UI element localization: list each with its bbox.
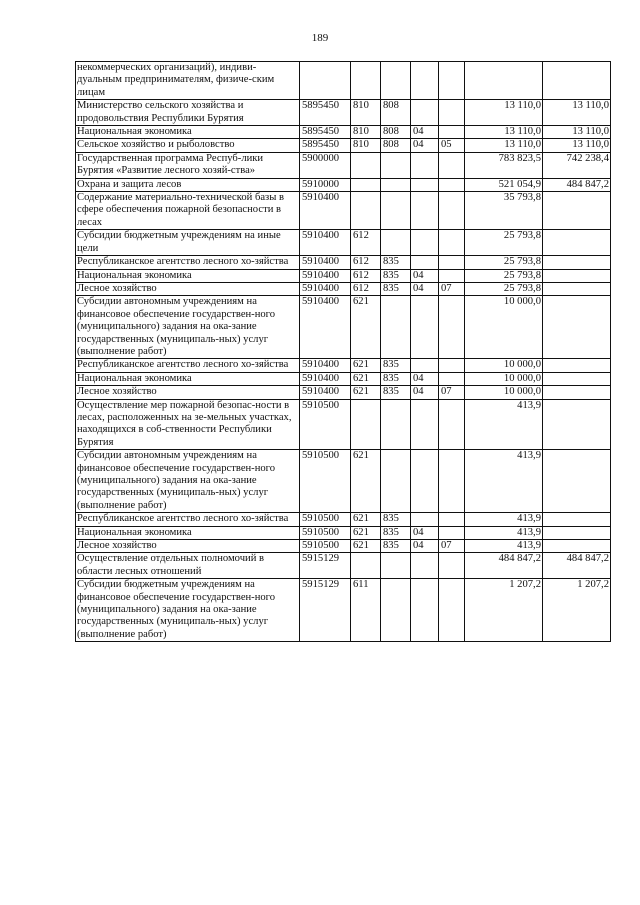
administrator-code-cell: 835 [381, 540, 411, 553]
table-row [76, 139, 611, 152]
subsection-cell [439, 579, 465, 642]
row-name-cell: Сельское хозяйство и рыболовство [76, 139, 300, 152]
administrator-code-cell: 835 [381, 359, 411, 372]
row-name-cell: Субсидии автономным учреждениям на финансовое обеспечение государствен-ного (муниципального) задания на ока-зание государственных (муниципаль-ных) услуг (выполнение работ) [76, 450, 300, 513]
administrator-code-cell: 808 [381, 139, 411, 152]
subsection-cell [439, 256, 465, 269]
expense-type-cell: 810 [351, 126, 381, 139]
table-row [76, 386, 611, 399]
amount-year1-cell: 413,9 [465, 513, 543, 526]
section-cell [411, 192, 439, 230]
row-name-cell: Государственная программа Респуб-лики Бурятия «Развитие лесного хозяй-ства» [76, 152, 300, 178]
subsection-cell [439, 230, 465, 256]
subsection-cell [439, 513, 465, 526]
expense-type-cell: 612 [351, 230, 381, 256]
amount-year1-cell: 25 793,8 [465, 269, 543, 282]
subsection-cell: 05 [439, 139, 465, 152]
expense-type-cell: 611 [351, 579, 381, 642]
administrator-code-cell: 835 [381, 526, 411, 539]
target-article-cell: 5910500 [300, 513, 351, 526]
row-name-cell: Республиканское агентство лесного хо-зяйства [76, 256, 300, 269]
budget-table-body [76, 62, 611, 642]
administrator-code-cell [381, 296, 411, 359]
amount-year1-cell: 25 793,8 [465, 230, 543, 256]
expense-type-cell [351, 399, 381, 450]
amount-year2-cell [543, 192, 611, 230]
amount-year2-cell: 13 110,0 [543, 139, 611, 152]
subsection-cell [439, 269, 465, 282]
table-row [76, 62, 611, 100]
amount-year2-cell [543, 450, 611, 513]
target-article-cell: 5915129 [300, 553, 351, 579]
amount-year2-cell [543, 372, 611, 385]
section-cell: 04 [411, 126, 439, 139]
row-name-cell: Содержание материально-технической базы в сфере обеспечения пожарной безопасности в лесах [76, 192, 300, 230]
row-name-cell: Республиканское агентство лесного хо-зяйства [76, 359, 300, 372]
expense-type-cell: 612 [351, 269, 381, 282]
subsection-cell [439, 359, 465, 372]
amount-year2-cell [543, 230, 611, 256]
table-row [76, 579, 611, 642]
target-article-cell: 5910500 [300, 526, 351, 539]
expense-type-cell: 621 [351, 526, 381, 539]
section-cell [411, 256, 439, 269]
target-article-cell: 5910400 [300, 386, 351, 399]
table-row [76, 126, 611, 139]
section-cell [411, 359, 439, 372]
amount-year2-cell [543, 62, 611, 100]
amount-year1-cell: 13 110,0 [465, 139, 543, 152]
target-article-cell: 5910000 [300, 178, 351, 191]
section-cell: 04 [411, 139, 439, 152]
amount-year2-cell: 1 207,2 [543, 579, 611, 642]
subsection-cell [439, 192, 465, 230]
amount-year2-cell: 13 110,0 [543, 126, 611, 139]
expense-type-cell: 621 [351, 359, 381, 372]
subsection-cell: 07 [439, 386, 465, 399]
amount-year2-cell: 484 847,2 [543, 178, 611, 191]
expense-type-cell: 621 [351, 450, 381, 513]
amount-year2-cell [543, 282, 611, 295]
administrator-code-cell: 808 [381, 126, 411, 139]
table-row [76, 192, 611, 230]
table-row [76, 450, 611, 513]
amount-year1-cell: 25 793,8 [465, 256, 543, 269]
table-row [76, 178, 611, 191]
subsection-cell [439, 399, 465, 450]
amount-year1-cell: 484 847,2 [465, 553, 543, 579]
row-name-cell: Осуществление отдельных полномочий в области лесных отношений [76, 553, 300, 579]
table-row [76, 372, 611, 385]
amount-year1-cell [465, 62, 543, 100]
amount-year2-cell: 484 847,2 [543, 553, 611, 579]
section-cell [411, 450, 439, 513]
row-name-cell: некоммерческих организаций), индиви-дуальным предпринимателям, физиче-ским лицам [76, 62, 300, 100]
administrator-code-cell [381, 450, 411, 513]
administrator-code-cell [381, 62, 411, 100]
subsection-cell [439, 450, 465, 513]
amount-year1-cell: 413,9 [465, 399, 543, 450]
row-name-cell: Лесное хозяйство [76, 282, 300, 295]
expense-type-cell: 621 [351, 513, 381, 526]
row-name-cell: Лесное хозяйство [76, 386, 300, 399]
expense-type-cell: 621 [351, 296, 381, 359]
table-row [76, 399, 611, 450]
target-article-cell: 5910400 [300, 192, 351, 230]
table-row [76, 513, 611, 526]
table-row [76, 269, 611, 282]
administrator-code-cell [381, 178, 411, 191]
administrator-code-cell: 835 [381, 256, 411, 269]
administrator-code-cell: 808 [381, 100, 411, 126]
table-row [76, 296, 611, 359]
expense-type-cell [351, 553, 381, 579]
row-name-cell: Охрана и защита лесов [76, 178, 300, 191]
amount-year1-cell: 413,9 [465, 526, 543, 539]
amount-year2-cell [543, 296, 611, 359]
target-article-cell: 5900000 [300, 152, 351, 178]
amount-year2-cell: 742 238,4 [543, 152, 611, 178]
row-name-cell: Лесное хозяйство [76, 540, 300, 553]
target-article-cell: 5910400 [300, 296, 351, 359]
amount-year1-cell: 10 000,0 [465, 296, 543, 359]
target-article-cell: 5895450 [300, 100, 351, 126]
row-name-cell: Национальная экономика [76, 526, 300, 539]
administrator-code-cell: 835 [381, 513, 411, 526]
target-article-cell: 5895450 [300, 126, 351, 139]
table-row [76, 553, 611, 579]
section-cell: 04 [411, 269, 439, 282]
section-cell [411, 230, 439, 256]
amount-year2-cell [543, 513, 611, 526]
amount-year1-cell: 13 110,0 [465, 100, 543, 126]
expense-type-cell: 810 [351, 139, 381, 152]
subsection-cell [439, 526, 465, 539]
administrator-code-cell [381, 152, 411, 178]
table-row [76, 152, 611, 178]
expense-type-cell: 810 [351, 100, 381, 126]
administrator-code-cell [381, 192, 411, 230]
target-article-cell: 5910500 [300, 399, 351, 450]
target-article-cell: 5910400 [300, 282, 351, 295]
subsection-cell [439, 178, 465, 191]
expense-type-cell [351, 192, 381, 230]
row-name-cell: Национальная экономика [76, 269, 300, 282]
table-row [76, 256, 611, 269]
amount-year1-cell: 25 793,8 [465, 282, 543, 295]
amount-year1-cell: 10 000,0 [465, 359, 543, 372]
amount-year2-cell [543, 399, 611, 450]
section-cell [411, 100, 439, 126]
row-name-cell: Субсидии бюджетным учреждениям на иные цели [76, 230, 300, 256]
amount-year2-cell [543, 386, 611, 399]
subsection-cell [439, 372, 465, 385]
section-cell [411, 296, 439, 359]
amount-year1-cell: 413,9 [465, 540, 543, 553]
amount-year2-cell: 13 110,0 [543, 100, 611, 126]
subsection-cell [439, 296, 465, 359]
amount-year2-cell [543, 269, 611, 282]
target-article-cell: 5910400 [300, 256, 351, 269]
target-article-cell: 5895450 [300, 139, 351, 152]
target-article-cell: 5910400 [300, 230, 351, 256]
amount-year1-cell: 35 793,8 [465, 192, 543, 230]
administrator-code-cell [381, 399, 411, 450]
row-name-cell: Национальная экономика [76, 372, 300, 385]
row-name-cell: Национальная экономика [76, 126, 300, 139]
table-row [76, 540, 611, 553]
table-row [76, 526, 611, 539]
amount-year1-cell: 783 823,5 [465, 152, 543, 178]
subsection-cell [439, 126, 465, 139]
section-cell [411, 178, 439, 191]
expense-type-cell: 621 [351, 386, 381, 399]
amount-year2-cell [543, 540, 611, 553]
amount-year1-cell: 413,9 [465, 450, 543, 513]
amount-year1-cell: 521 054,9 [465, 178, 543, 191]
amount-year2-cell [543, 526, 611, 539]
page-number: 189 [311, 32, 329, 44]
expense-type-cell [351, 62, 381, 100]
subsection-cell [439, 62, 465, 100]
target-article-cell: 5915129 [300, 579, 351, 642]
section-cell [411, 553, 439, 579]
expense-type-cell: 621 [351, 540, 381, 553]
table-row [76, 230, 611, 256]
amount-year2-cell [543, 359, 611, 372]
budget-table [75, 61, 611, 642]
subsection-cell [439, 100, 465, 126]
subsection-cell: 07 [439, 282, 465, 295]
subsection-cell [439, 553, 465, 579]
target-article-cell: 5910500 [300, 450, 351, 513]
administrator-code-cell [381, 579, 411, 642]
amount-year1-cell: 1 207,2 [465, 579, 543, 642]
section-cell: 04 [411, 372, 439, 385]
target-article-cell: 5910500 [300, 540, 351, 553]
section-cell [411, 399, 439, 450]
subsection-cell: 07 [439, 540, 465, 553]
row-name-cell: Осуществление мер пожарной безопас-ности в лесах, расположенных на зе-мельных участках, находящихся в соб-ственности Республики Бурятия [76, 399, 300, 450]
amount-year1-cell: 10 000,0 [465, 372, 543, 385]
section-cell [411, 579, 439, 642]
amount-year1-cell: 13 110,0 [465, 126, 543, 139]
subsection-cell [439, 152, 465, 178]
administrator-code-cell: 835 [381, 282, 411, 295]
expense-type-cell: 621 [351, 372, 381, 385]
table-row [76, 282, 611, 295]
section-cell: 04 [411, 386, 439, 399]
section-cell: 04 [411, 282, 439, 295]
administrator-code-cell: 835 [381, 269, 411, 282]
section-cell: 04 [411, 526, 439, 539]
amount-year1-cell: 10 000,0 [465, 386, 543, 399]
target-article-cell: 5910400 [300, 359, 351, 372]
administrator-code-cell [381, 553, 411, 579]
row-name-cell: Министерство сельского хозяйства и продовольствия Республики Бурятия [76, 100, 300, 126]
table-row [76, 359, 611, 372]
section-cell [411, 152, 439, 178]
section-cell [411, 62, 439, 100]
row-name-cell: Республиканское агентство лесного хо-зяйства [76, 513, 300, 526]
target-article-cell [300, 62, 351, 100]
amount-year2-cell [543, 256, 611, 269]
expense-type-cell: 612 [351, 256, 381, 269]
section-cell [411, 513, 439, 526]
table-row [76, 100, 611, 126]
target-article-cell: 5910400 [300, 269, 351, 282]
row-name-cell: Субсидии бюджетным учреждениям на финансовое обеспечение государствен-ного (муниципального) задания на ока-зание государственных (муниципаль-ных) услуг (выполнение работ) [76, 579, 300, 642]
expense-type-cell: 612 [351, 282, 381, 295]
section-cell: 04 [411, 540, 439, 553]
target-article-cell: 5910400 [300, 372, 351, 385]
row-name-cell: Субсидии автономным учреждениям на финансовое обеспечение государствен-ного (муниципального) задания на ока-зание государственных (муниципаль-ных) услуг (выполнение работ) [76, 296, 300, 359]
administrator-code-cell: 835 [381, 386, 411, 399]
administrator-code-cell: 835 [381, 372, 411, 385]
expense-type-cell [351, 152, 381, 178]
administrator-code-cell [381, 230, 411, 256]
expense-type-cell [351, 178, 381, 191]
